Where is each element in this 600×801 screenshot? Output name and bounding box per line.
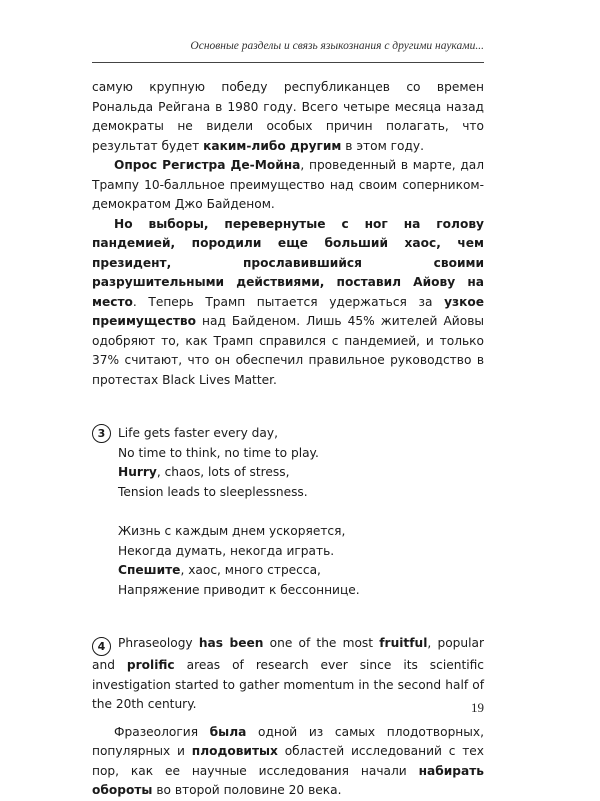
paragraph-2 [92,156,484,215]
text: во второй половине 20 века. [152,783,342,797]
poem-line-ru-3 [92,561,484,581]
poem-line-ru-1: Жизнь с каждым днем ускоряется, [118,524,346,538]
text: областей исследований с тех пор, как ее научные исследования начали [92,744,484,778]
text: . Теперь Трамп пытается удержаться за [132,294,445,309]
bold-word: плодовитых [191,744,278,758]
bold-phrase: каким-либо другим [203,138,342,153]
bold-word: fruitful [379,636,428,650]
running-header: Основные разделы и связь языкознания с другими науками... [190,40,484,52]
text: Phraseology [118,636,199,650]
poem-line-ru-4: Напряжение приводит к бессоннице. [118,582,360,597]
example-4-russian [92,723,484,801]
poem-line-en-4: Tension leads to sleeplessness. [118,484,308,499]
bold-word: prolific [126,658,175,672]
text: , проведенный в марте, дал Трампу 10-балльное преимущество над своим соперником-демократом Джо Байденом. [92,158,485,211]
bold-word: Спешите [118,563,181,577]
text: , popular and [92,636,484,672]
text: , chaos, lots of stress, [156,465,290,479]
paragraph-3 [92,215,484,391]
poem-line-ru-2: Некогда думать, некогда играть. [118,543,335,558]
bold-phrase: узкое преимущество [92,294,484,328]
bold-word: была [209,724,247,739]
text: одной из самых плодотворных, популярных и [92,724,484,758]
example-4 [92,634,484,801]
bold-word: Hurry [118,465,157,479]
example-number-badge: 4 [92,637,111,656]
bold-phrase: Но выборы, перевернутые с ног на голову пандемией, породили еще больший хаос, чем президент, прославившийся своими разрушительными действиями, поставил Айову на место [92,216,484,309]
poem-line-en-1: Life gets faster every day, [118,426,278,440]
text: самую крупную победу республиканцев со времен Рональда Рейгана в 1980 году. Всего четыре месяца назад демократы не видели особых причин полагать, что результат будет [92,80,484,153]
text: areas of research ever since its scientific investigation started to gather momentum in the second half of the 20th century. [92,658,484,711]
header-divider [92,62,484,63]
bold-phrase: набирать обороты [92,763,484,797]
text: над Байденом. Лишь 45% жителей Айовы одобряют то, как Трамп справился с пандемией, и только 37% считают, что он обеспечил правильное руководство в протестах Black Lives Matter. [92,314,484,387]
bold-phrase: has been [198,636,264,650]
poem-line-en-2: No time to think, no time to play. [118,445,319,460]
page-body [92,78,484,801]
bold-phrase: Опрос Регистра Де-Мойна [114,158,301,172]
example-3 [92,424,484,600]
paragraph-1 [92,78,484,156]
text: в этом году. [341,138,425,153]
page-number: 19 [471,700,484,715]
poem-line-en-3 [92,463,484,483]
example-number-badge: 3 [92,424,111,443]
text: Фразеология [114,724,210,739]
text: one of the most [263,636,380,650]
example-4-english [92,634,484,715]
text: , хаос, много стресса, [180,563,321,577]
